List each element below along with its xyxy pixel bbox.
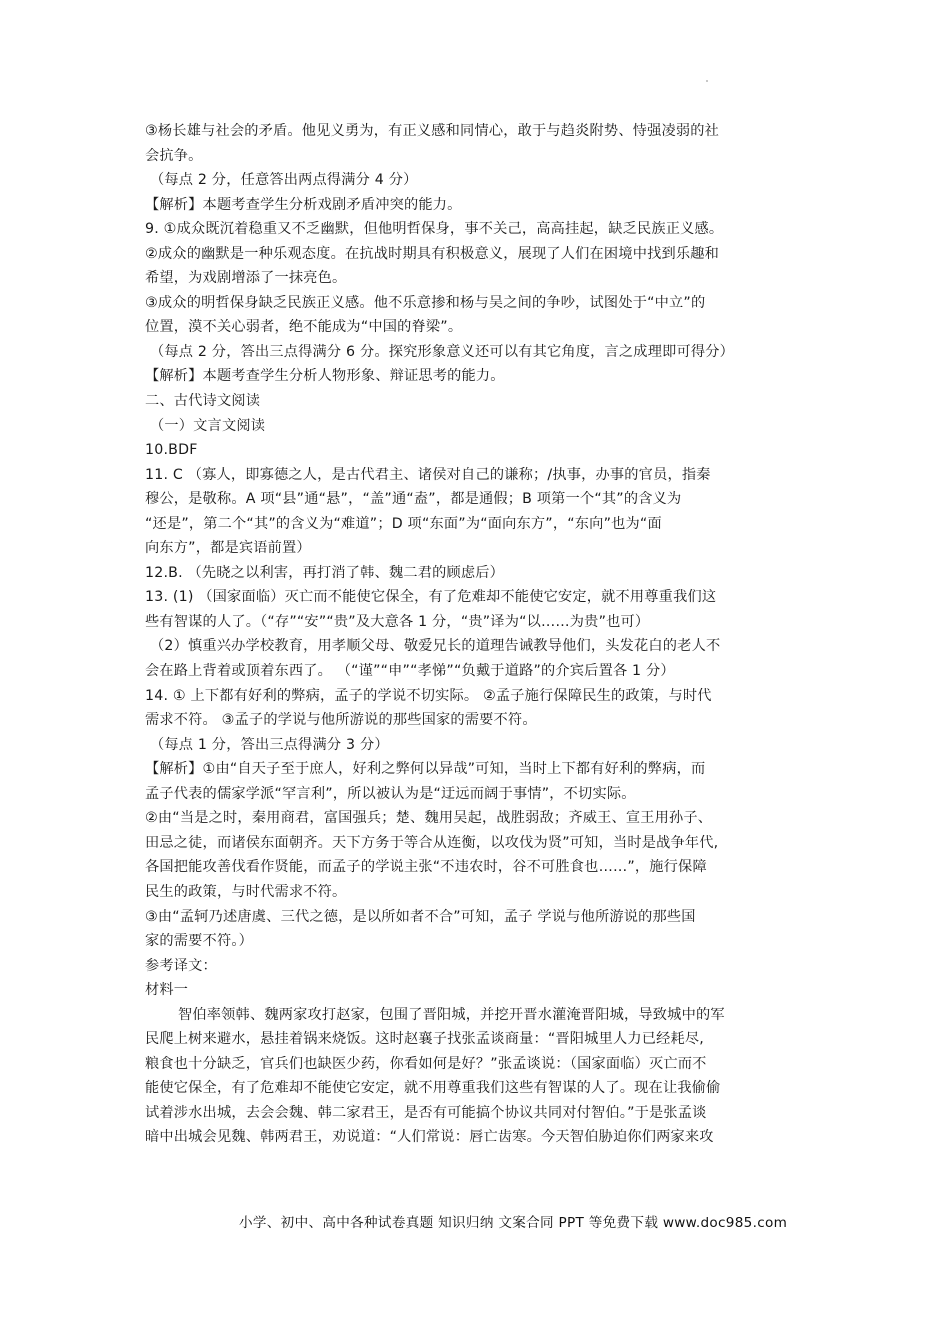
text-line: 各国把能攻善伐看作贤能，而孟子的学说主张“不违农时，谷不可胜食也……”，施行保障 [145,859,707,876]
speck [706,80,708,82]
section-heading: 参考译文： [145,957,217,974]
text-line: 暗中出城会见魏、韩两君王，劝说道：“人们常说：唇亡齿寒。今天智伯胁迫你们两家来攻 [145,1129,714,1146]
text-line: 些有智谋的人了。（“存”“安”“贵”及大意各 1 分，“贵”译为“以……为贵”也可） [145,613,650,630]
text-line: 向东方”，都是宾语前置） [145,540,311,557]
text-line: 位置，漠不关心弱者，绝不能成为“中国的脊梁”。 [145,319,463,336]
footer-watermark: 小学、初中、高中各种试卷真题 知识归纳 文案合同 PPT 等免费下载 www.doc985.com [239,1215,788,1231]
text-line: 穆公，是敬称。A 项“县”通“悬”，“盖”通“盍”，都是通假；B 项第一个“其”的含义为 [145,491,682,508]
text-line: 10.BDF [145,442,198,459]
section-heading: 二、古代诗文阅读 [145,393,261,410]
text-line: 民生的政策，与时代需求不符。 [145,883,347,900]
text-line: 智伯率领韩、魏两家攻打赵家，包围了晋阳城，并挖开晋水灌淹晋阳城，导致城中的军 [178,1006,725,1023]
text-line: ③杨长雄与社会的矛盾。他见义勇为，有正义感和同情心，敢于与趋炎附势、恃强凌弱的社 [145,123,720,139]
text-line: 能使它保全，有了危难却不能使它安定，就不用尊重我们这些有智谋的人了。现在让我偷偷 [145,1080,721,1097]
answer-text-block [145,119,815,1150]
text-line: 会抗争。 [145,147,203,164]
text-line: ②成众的幽默是一种乐观态度。在抗战时期具有积极意义，展现了人们在困境中找到乐趣和 [145,245,720,262]
text-line: 【解析】①由“自天子至于庶人，好利之弊何以异哉”可知，当时上下都有好利的弊病，而 [145,761,706,778]
text-line: 家的需要不符。） [145,933,254,950]
text-line: 需求不符。 ③孟子的学说与他所游说的那些国家的需要不符。 [145,712,537,729]
text-line: 试着涉水出城，去会会魏、韩二家君王，是否有可能搞个协议共同对付智伯。”于是张孟谈 [145,1104,707,1121]
subsection-heading: （一）文言文阅读 [150,417,266,434]
text-line: （每点 1 分，答出三点得满分 3 分） [150,736,389,753]
text-line: 11. C （寡人，即寡德之人，是古代君主、诸侯对自己的谦称；/执事，办事的官员，指秦 [145,466,711,483]
text-line: 14. ① 上下都有好利的弊病，孟子的学说不切实际。 ②孟子施行保障民生的政策，与时代 [145,687,712,704]
text-line: 希望，为戏剧增添了一抹亮色。 [145,270,347,287]
text-line: 孟子代表的儒家学派“罕言利”，所以被认为是“迂远而阔于事情”，不切实际。 [145,785,636,802]
text-line: ③由“孟轲乃述唐虞、三代之德，是以所如者不合”可知，孟子 学说与他所游说的那些国 [145,908,696,925]
text-line: 粮食也十分缺乏，官兵们也缺医少药，你看如何是好？”张孟谈说：（国家面临）灭亡而不 [145,1055,707,1072]
text-line: 【解析】本题考查学生分析人物形象、辩证思考的能力。 [145,368,505,385]
text-line: “还是”，第二个“其”的含义为“难道”；D 项“东面”为“面向东方”，“东向”也为“面 [145,515,662,532]
text-line: （每点 2 分，任意答出两点得满分 4 分） [150,172,418,189]
text-line: ③成众的明哲保身缺乏民族正义感。他不乐意掺和杨与吴之间的争吵，试图处于“中立”的 [145,294,706,311]
text-line: ②由“当是之时，秦用商君，富国强兵；楚、魏用吴起，战胜弱敌；齐威王、宣王用孙子、 [145,810,713,827]
text-line: 田忌之徒，而诸侯东面朝齐。天下方务于等合从连衡，以攻伐为贤”可知，当时是战争年代, [145,834,719,851]
text-line: （每点 2 分，答出三点得满分 6 分。探究形象意义还可以有其它角度，言之成理即可得分） [150,343,735,360]
text-line: 民爬上树来避水，悬挂着锅来烧饭。这时赵襄子找张孟谈商量：“晋阳城里人力已经耗尽, [145,1031,704,1048]
subsection-heading: 材料一 [145,982,189,999]
text-line: 12.B. （先晓之以利害，再打消了韩、魏二君的顾虑后） [145,564,505,581]
text-line: 【解析】本题考查学生分析戏剧矛盾冲突的能力。 [145,196,462,213]
text-line: 会在路上背着或顶着东西了。 （“谨”“申”“孝悌”“负戴于道路”的介宾后置各 1 分） [145,663,675,680]
text-line: （2）慎重兴办学校教育，用孝顺父母、敬爱兄长的道理告诫教导他们，头发花白的老人不 [150,638,721,655]
text-line: 13. (1) （国家面临）灭亡而不能使它保全，有了危难却不能使它安定，就不用尊重我们这 [145,589,717,606]
text-line: 9. ①成众既沉着稳重又不乏幽默，但他明哲保身，事不关己，高高挂起，缺乏民族正义感。 [145,221,724,238]
